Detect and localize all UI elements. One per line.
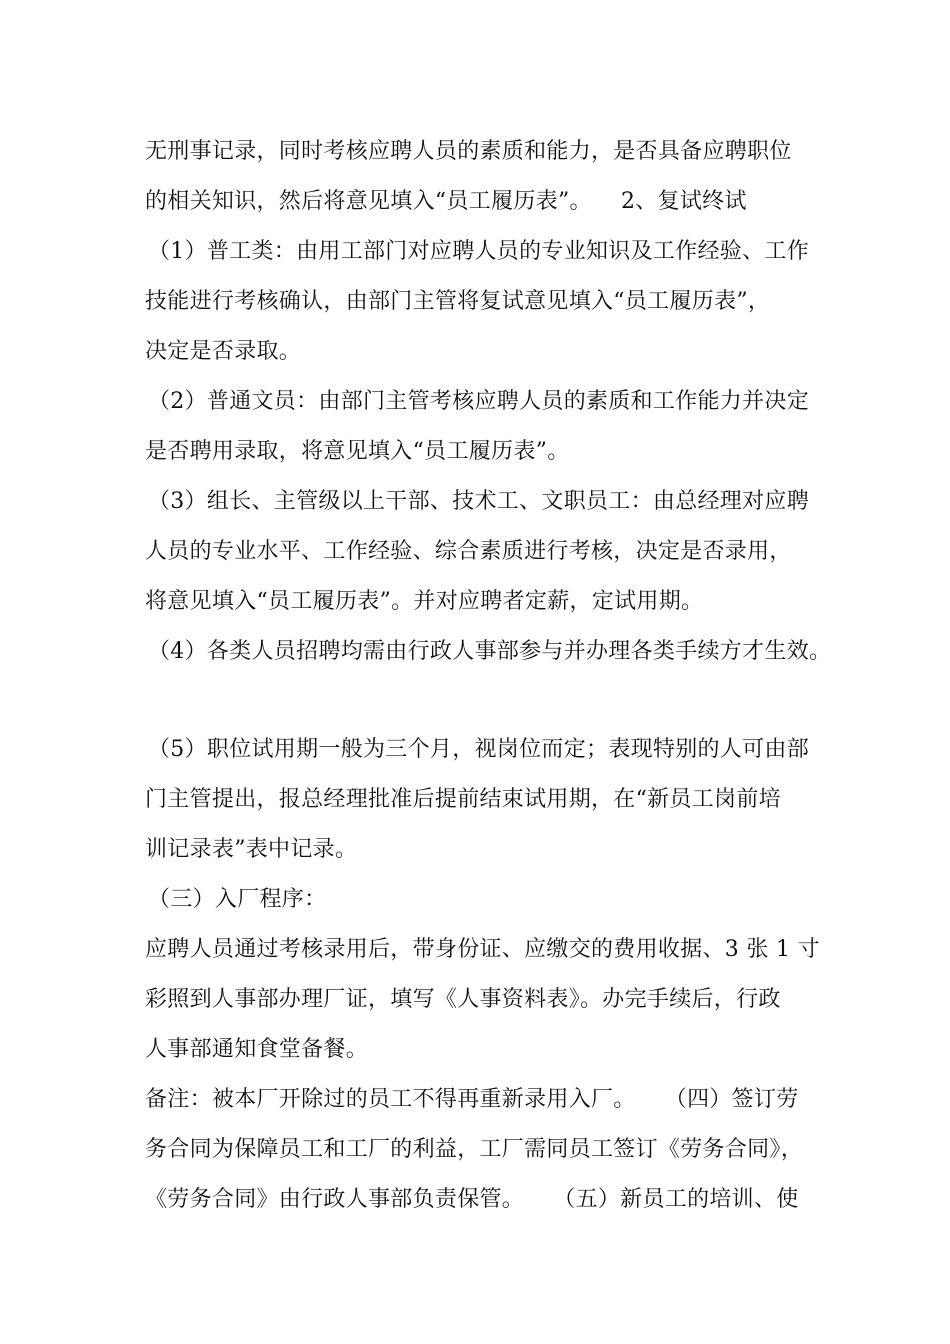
text-line-21: 《劳务合同》由行政人事部负责保管。 （五）新员工的培训、使 bbox=[145, 1187, 799, 1212]
text-line-5: 决定是否录取。 bbox=[145, 339, 302, 364]
text-line-12: （5）职位试用期一般为三个月，视岗位而定；表现特别的人可由部 bbox=[148, 737, 809, 762]
text-line-18: 人事部通知食堂备餐。 bbox=[145, 1037, 369, 1062]
text-line-14: 训记录表”表中记录。 bbox=[145, 837, 358, 862]
text-line-2: 的相关知识，然后将意见填入“员工履历表”。 2、复试终试 bbox=[145, 189, 747, 214]
text-line-20: 务合同为保障员工和工厂的利益，工厂需同员工签订《劳务合同》， bbox=[145, 1137, 804, 1162]
text-line-15: （三）入厂程序： bbox=[148, 887, 327, 912]
text-line-17: 彩照到人事部办理厂证，填写《人事资料表》。办完手续后，行政 bbox=[145, 987, 781, 1012]
text-line-6: （2）普通文员：由部门主管考核应聘人员的素质和工作能力并决定 bbox=[148, 389, 809, 414]
text-line-11: （4）各类人员招聘均需由行政人事部参与并办理各类手续方才生效。 bbox=[148, 639, 832, 664]
text-line-8: （3）组长、主管级以上干部、技术工、文职员工：由总经理对应聘 bbox=[148, 489, 809, 514]
text-line-16: 应聘人员通过考核录用后，带身份证、应缴交的费用收据、3 张 1 寸 bbox=[145, 937, 820, 962]
text-line-19: 备注：被本厂开除过的员工不得再重新录用入厂。 （四）签订劳 bbox=[145, 1087, 799, 1112]
text-line-4: 技能进行考核确认，由部门主管将复试意见填入“员工履历表”， bbox=[145, 289, 771, 314]
text-line-10: 将意见填入“员工履历表”。并对应聘者定薪，定试用期。 bbox=[145, 589, 704, 614]
text-line-13: 门主管提出，报总经理批准后提前结束试用期，在“新员工岗前培 bbox=[145, 787, 781, 812]
text-line-7: 是否聘用录取，将意见填入“员工履历表”。 bbox=[145, 439, 570, 464]
text-line-9: 人员的专业水平、工作经验、综合素质进行考核，决定是否录用， bbox=[145, 539, 792, 564]
text-line-1: 无刑事记录，同时考核应聘人员的素质和能力，是否具备应聘职位 bbox=[145, 139, 792, 164]
text-line-3: （1）普工类：由用工部门对应聘人员的专业知识及工作经验、工作 bbox=[148, 239, 809, 264]
